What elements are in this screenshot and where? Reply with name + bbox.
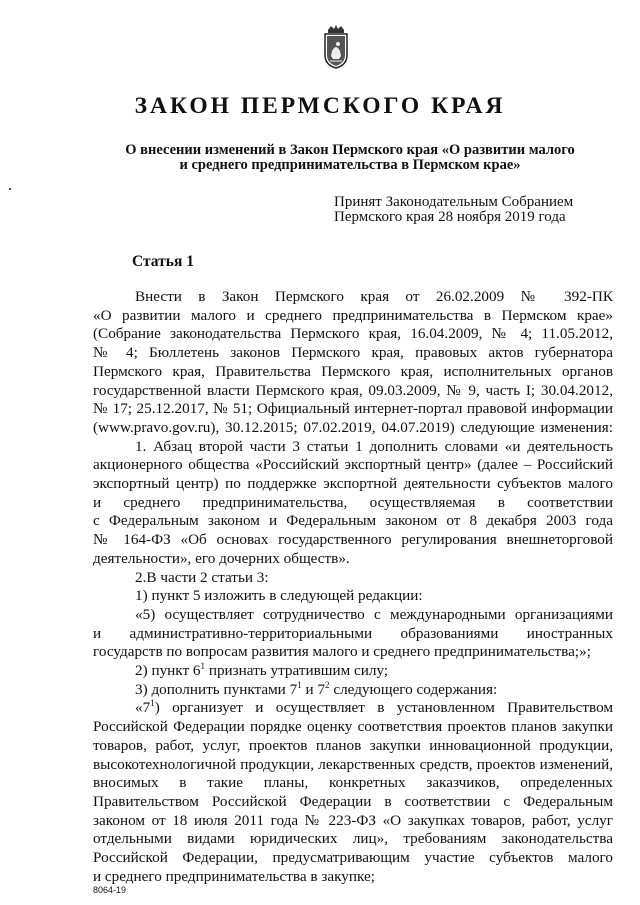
- perm-krai-coat-of-arms-icon: [323, 25, 349, 69]
- quote5-line: и административно-территориальными образованиями иностранных: [93, 624, 613, 642]
- subitem2-line: [93, 662, 613, 681]
- law-title: ЗАКОН ПЕРМСКОГО КРАЯ: [134, 93, 506, 119]
- quote71-line: вносимых в такие планы, конкретных заказчиков, определенных: [93, 774, 613, 792]
- intro-line: «О развитии малого и среднего предпринимательства в Пермском крае»: [93, 306, 613, 324]
- document-code: 8064-19: [93, 885, 127, 895]
- intro-line: (Собрание законодательства Пермского края, 16.04.2009, № 4; 11.05.2012,: [93, 325, 613, 343]
- law-subtitle-line: и среднего предпринимательства в Пермском крае»: [179, 157, 521, 173]
- quote71-line: Правительством Российской Федерации в соответствии с Федеральным: [93, 792, 613, 810]
- item1-line: деятельности», его дочерних обществ».: [93, 549, 350, 567]
- item1-line: акционерного общества «Российский экспортный центр» (далее – Российский: [93, 456, 613, 474]
- superscript: 2: [325, 679, 330, 690]
- adoption-note-line: Пермского края 28 ноября 2019 года: [334, 209, 566, 225]
- superscript: 1: [150, 698, 155, 709]
- adoption-note: [334, 195, 573, 225]
- article-body: [93, 288, 613, 887]
- item1-line: 1. Абзац второй части 3 статьи 1 дополнить словами «и деятельность: [135, 437, 613, 455]
- quote5-line: государств по вопросам развития малого и среднего предпринимательства;»;: [93, 643, 591, 661]
- item1-line: и среднего предпринимательства, осуществляемая в соответствии: [93, 493, 613, 511]
- quote71-line: [93, 699, 613, 718]
- subitem2-text: 2) пункт 6: [135, 662, 201, 680]
- superscript: 1: [297, 679, 302, 690]
- quote71-line: законом от 18 июля 2011 года № 223-ФЗ «О закупках товаров, работ, услуг: [93, 811, 613, 829]
- intro-line: Пермского края, Правительства Пермского края, исполнительных органов: [93, 362, 613, 380]
- quote71-text: «7: [135, 699, 151, 717]
- item2-line: 2.В части 2 статьи 3:: [135, 568, 269, 586]
- adoption-note-line: Принят Законодательным Собранием: [334, 194, 574, 210]
- subitem3-text: 3) дополнить пунктами 7: [135, 680, 298, 698]
- intro-line: государственной власти Пермского края, 09.03.2009, № 9, часть I; 30.04.2012,: [93, 381, 613, 399]
- subitem3-text: следующего содержания:: [329, 680, 498, 698]
- item1-line: экспортный центр) по поддержке экспортной деятельности субъектов малого: [93, 475, 613, 493]
- article-heading: Статья 1: [132, 253, 194, 270]
- intro-line: № 17; 25.12.2017, № 51; Официальный интернет-портал правовой информации: [93, 400, 613, 418]
- subitem2-text: признать утратившим силу;: [205, 662, 389, 680]
- intro-line: Внести в Закон Пермского края от 26.02.2009 № 392-ПК: [135, 288, 613, 305]
- quote71-line: Российской Федерации, предусматривающим участие субъектов малого: [93, 849, 613, 867]
- law-subtitle: [110, 143, 590, 173]
- quote71-line: Российской Федерации порядке оценку соответствия проектов планов закупки: [93, 718, 613, 736]
- intro-line: № 4; Бюллетень законов Пермского края, правовых актов губернатора: [93, 344, 613, 362]
- subitem3-line: [93, 681, 613, 700]
- intro-line: (www.pravo.gov.ru), 30.12.2015; 07.02.2019, 04.07.2019) следующие изменения:: [93, 418, 613, 436]
- quote71-line: товаров, работ, услуг, проектов планов закупки инновационной продукции,: [93, 736, 613, 754]
- quote71-line: высокотехнологичной продукции, лекарственных средств, проектов изменений,: [93, 755, 613, 773]
- scan-artifact-dot: [9, 188, 11, 190]
- subitem1-line: 1) пункт 5 изложить в следующей редакции:: [135, 587, 423, 605]
- quote71-line: отдельными видами юридических лиц», требованиям законодательства: [93, 830, 613, 848]
- superscript: 1: [200, 661, 206, 672]
- subitem3-text: и 7: [301, 680, 326, 698]
- item1-line: с Федеральным законом и Федеральным законом от 8 декабря 2003 года: [93, 512, 613, 530]
- quote71-line: и среднего предпринимательства в закупке;: [93, 867, 375, 885]
- item1-line: № 164-ФЗ «Об основах государственного регулирования внешнеторговой: [93, 531, 613, 549]
- law-subtitle-line: О внесении изменений в Закон Пермского края «О развитии малого: [125, 142, 575, 158]
- quote5-line: «5) осуществляет сотрудничество с международными организациями: [135, 605, 613, 623]
- quote71-text: ) организует и осуществляет в установленном Правительством: [154, 699, 613, 717]
